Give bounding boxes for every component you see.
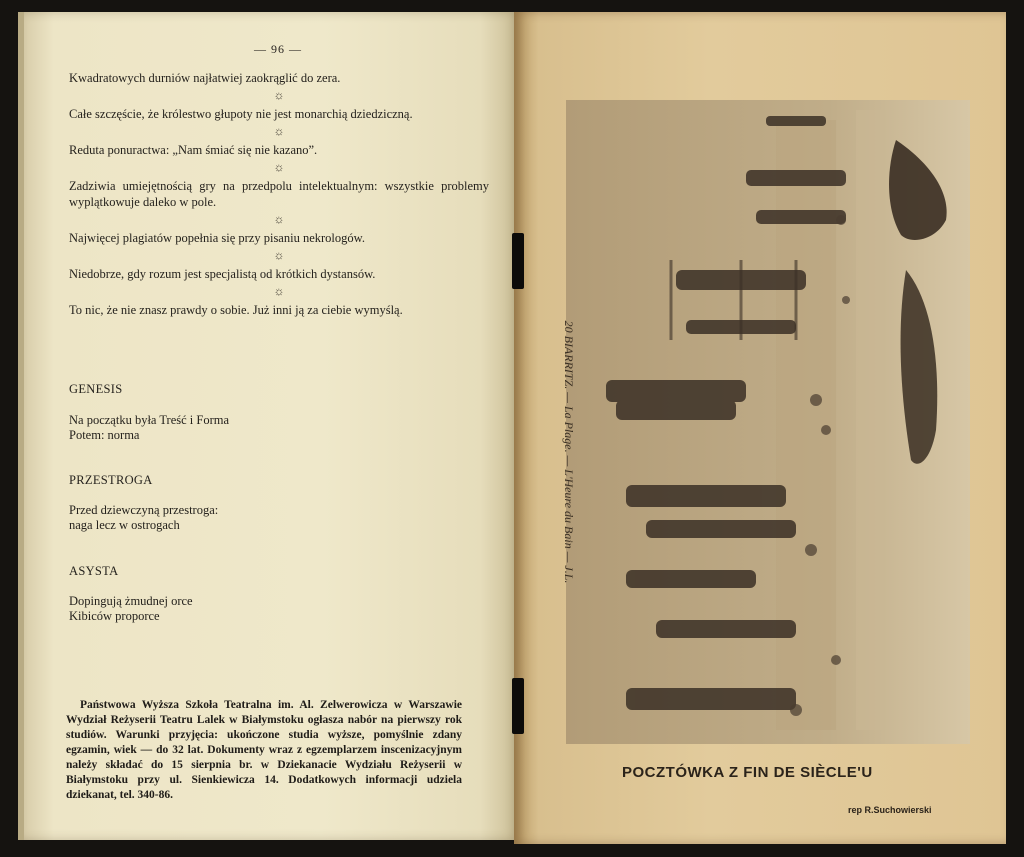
poem-line: Potem: norma <box>69 428 140 442</box>
aphorisms-block <box>69 70 489 318</box>
postcard-photo <box>562 100 970 744</box>
poem-body <box>69 413 229 443</box>
star-icon: ☼ <box>273 124 285 138</box>
poem-title: ASYSTA <box>69 564 119 578</box>
school-announcement: Państwowa Wyższa Szkoła Teatralna im. Al. Zelwerowicza w Warszawie Wydział Reżyserii Teatru Lalek w Białymstoku ogłasza nabór na pierwszy rok studiów. Warunki przyjęcia: ukończone studia wyższe, pomyślnie zdany egzamin, wiek — do 32 lat. Dokumenty wraz z egzemplarzem inscenizacyjnym należy składać do 15 sierpnia br. w Dziekanacie Wydziału Reżyserii w Białymstoku przy ul. Sienkiewicza 14. Dodatkowych informacji udziela dziekanat, tel. 340-86. <box>66 699 462 801</box>
star-icon: ☼ <box>273 284 285 298</box>
poem-line: naga lecz w ostrogach <box>69 518 180 532</box>
aphorism: To nic, że nie znasz prawdy o sobie. Już inni ją za ciebie wymyślą. <box>69 303 403 317</box>
poem-line: Na początku była Treść i Forma <box>69 413 230 427</box>
poem-body <box>69 503 218 533</box>
aphorism: Kwadratowych durniów najłatwiej zaokrąglić do zera. <box>69 71 341 85</box>
poem-line: Dopingują żmudnej orce <box>69 594 193 608</box>
binding-tab <box>512 233 524 289</box>
binding-tab <box>512 678 524 734</box>
aphorism: Zadziwia umiejętnością gry na przedpolu intelektualnym: wszystkie problemy wyplątkowuje daleko w pole. <box>69 179 489 209</box>
poem-title: PRZESTROGA <box>69 473 153 487</box>
star-icon: ☼ <box>273 88 285 102</box>
page-number: — 96 — <box>254 42 302 56</box>
aphorism: Reduta ponuractwa: „Nam śmiać się nie kazano”. <box>69 143 318 157</box>
photo-credit: rep R.Suchowierski <box>848 805 932 815</box>
star-icon: ☼ <box>273 212 285 226</box>
postcard-title: POCZTÓWKA Z FIN DE SIÈCLE'U <box>622 764 873 781</box>
star-icon: ☼ <box>273 160 285 174</box>
left-page <box>18 12 520 840</box>
photo-caption: 20 BIARRITZ. — La Plage. — L'Heure du Bain — J.L. <box>562 320 576 584</box>
aphorism: Najwięcej plagiatów popełnia się przy pisaniu nekrologów. <box>69 231 365 245</box>
beach-scene-image <box>566 100 970 744</box>
right-page <box>514 12 1006 844</box>
aphorism: Niedobrze, gdy rozum jest specjalistą od krótkich dystansów. <box>69 267 376 281</box>
poem-title: GENESIS <box>69 382 123 396</box>
star-icon: ☼ <box>273 248 285 262</box>
aphorism: Całe szczęście, że królestwo głupoty nie jest monarchią dziedziczną. <box>69 107 413 121</box>
poem-line: Kibiców proporce <box>69 609 160 623</box>
poem-body <box>69 594 193 624</box>
poem-line: Przed dziewczyną przestroga: <box>69 503 219 517</box>
